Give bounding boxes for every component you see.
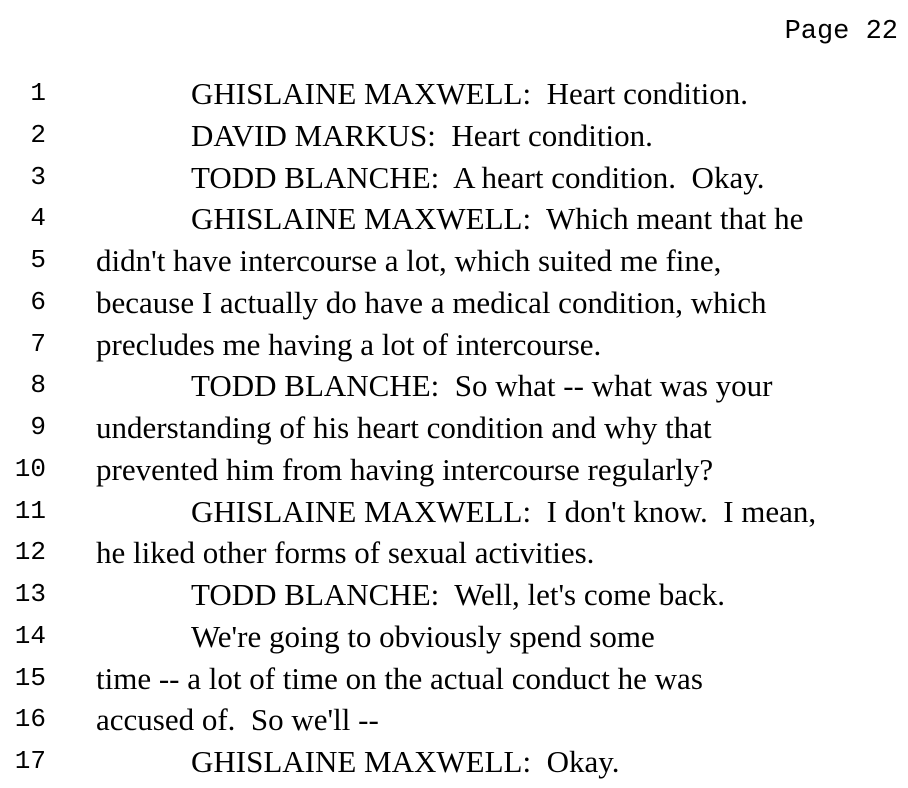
line-text: prevented him from having intercourse regularly? <box>96 451 714 487</box>
line-text: he liked other forms of sexual activities. <box>96 535 595 571</box>
transcript-line <box>0 73 908 115</box>
line-text: time -- a lot of time on the actual conduct he was <box>96 660 703 696</box>
transcript-line <box>0 449 908 491</box>
line-text: precludes me having a lot of intercourse. <box>96 326 602 362</box>
line-number: 2 <box>30 119 46 150</box>
line-number: 16 <box>14 704 46 735</box>
line-number: 5 <box>30 245 46 275</box>
line-text: because I actually do have a medical condition, which <box>96 284 767 320</box>
line-number: 12 <box>14 537 46 568</box>
line-number: 17 <box>14 746 46 776</box>
line-text: TODD BLANCHE: Well, let's come back. <box>191 577 726 612</box>
transcript-line <box>0 741 908 783</box>
transcript-line <box>0 198 908 240</box>
transcript-line <box>0 282 908 324</box>
line-number: 7 <box>30 328 46 359</box>
line-text: GHISLAINE MAXWELL: Heart condition. <box>191 76 749 111</box>
line-number: 6 <box>30 286 46 317</box>
transcript-line <box>0 532 908 574</box>
line-text: GHISLAINE MAXWELL: Which meant that he <box>191 201 804 237</box>
line-number: 13 <box>14 579 46 609</box>
transcript-line <box>0 407 908 449</box>
transcript-line <box>0 324 908 366</box>
line-text: DAVID MARKUS: Heart condition. <box>191 117 653 153</box>
line-text: We're going to obviously spend some <box>191 618 655 654</box>
line-text: didn't have intercourse a lot, which suited me fine, <box>96 243 722 278</box>
transcript-line <box>0 365 908 407</box>
line-number: 9 <box>30 412 46 442</box>
line-text: TODD BLANCHE: So what -- what was your <box>191 368 773 404</box>
line-text: GHISLAINE MAXWELL: I don't know. I mean, <box>191 493 817 529</box>
line-text: accused of. So we'll -- <box>96 702 379 738</box>
line-number: 11 <box>14 495 46 526</box>
line-number: 4 <box>30 203 46 234</box>
transcript-line <box>0 240 908 282</box>
line-number: 3 <box>30 161 46 192</box>
page-number-header: Page 22 <box>784 17 898 47</box>
line-text: GHISLAINE MAXWELL: Okay. <box>191 744 620 779</box>
transcript-line <box>0 616 908 658</box>
line-number: 15 <box>14 662 46 693</box>
line-number: 8 <box>30 370 46 401</box>
transcript-line <box>0 699 908 741</box>
transcript-line <box>0 157 908 199</box>
line-number: 1 <box>30 78 46 108</box>
line-text: understanding of his heart condition and why that <box>96 410 712 445</box>
transcript-line <box>0 574 908 616</box>
transcript-line <box>0 658 908 700</box>
line-number: 14 <box>14 620 46 651</box>
line-number: 10 <box>14 453 46 484</box>
transcript-line <box>0 115 908 157</box>
line-text: TODD BLANCHE: A heart condition. Okay. <box>191 159 765 195</box>
transcript-body <box>0 73 908 783</box>
transcript-line <box>0 491 908 533</box>
